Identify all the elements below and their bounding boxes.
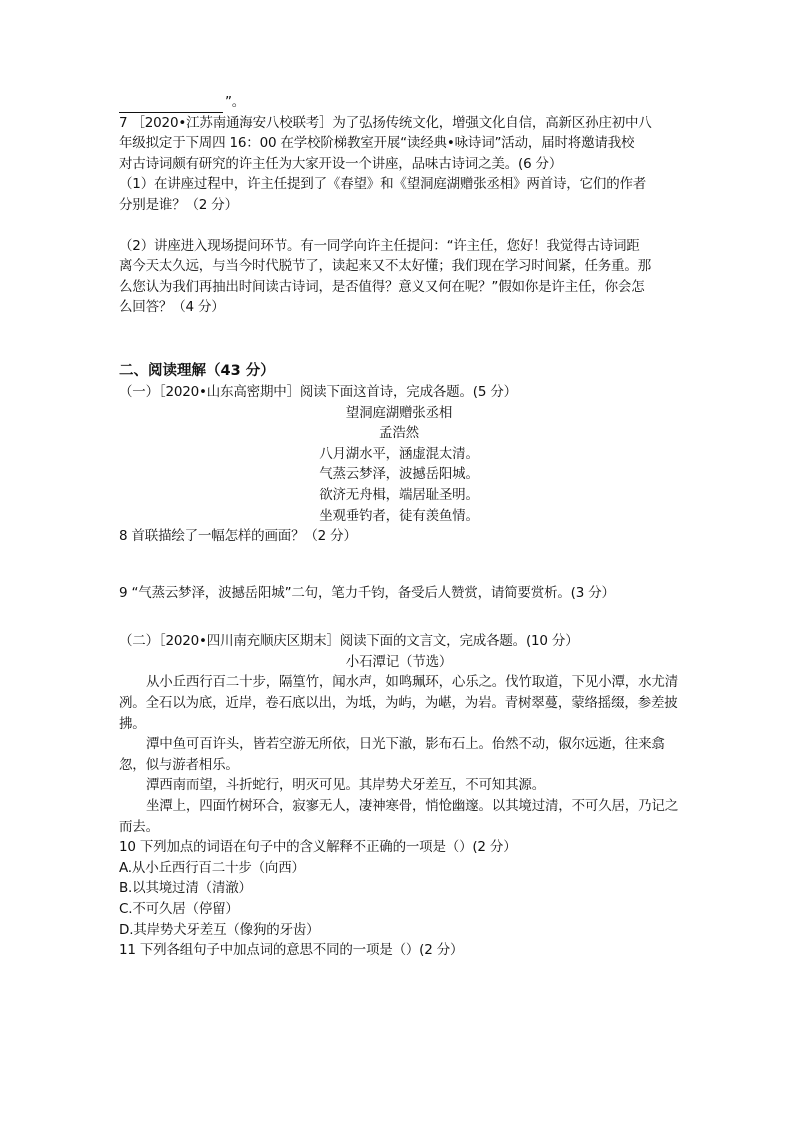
- q10-option-c[interactable]: C.不可久居（停留）: [119, 901, 239, 917]
- q10-option-b[interactable]: B.以其境过清（清澈）: [119, 880, 252, 897]
- q7-line-2: 年级拟定于下周四 16：00 在学校阶梯教室开展“读经典•咏诗词”活动，届时将邀请我校: [119, 135, 635, 152]
- q7-line-1: 7 ［2020•江苏南通海安八校联考］为了弘扬传统文化，增强文化自信，高新区孙庄初中八: [119, 114, 652, 131]
- answer-space[interactable]: [119, 603, 679, 631]
- q6-answer-line: [119, 92, 679, 113]
- q7-sub2-line-4: 么回答？（4 分）: [119, 299, 225, 316]
- q10-option-a[interactable]: A.从小丘西行百二十步（向西）: [119, 859, 305, 876]
- answer-space[interactable]: [119, 547, 679, 583]
- answer-blank[interactable]: [119, 98, 223, 113]
- q8-text: 8 首联描绘了一幅怎样的画面？（2 分）: [119, 528, 357, 545]
- passage-paragraph: 从小丘西行百二十步，隔篁竹，闻水声，如鸣珮环，心乐之。伐竹取道，下见小潭，水尤清冽。全石以为底，近岸，卷石底以出，为坻，为屿，为嵁，为岩。青树翠蔓，蒙络摇缀，参差披拂。: [119, 674, 678, 732]
- poem-title: 望洞庭湖赠张丞相: [345, 404, 453, 421]
- part2-intro: （二）［2020•四川南充顺庆区期末］阅读下面的文言文，完成各题。(10 分）: [119, 633, 579, 650]
- q11-text: 11 下列各组句子中加点词的意思不同的一项是（）(2 分）: [119, 942, 464, 959]
- q6-tail: ”。: [225, 94, 246, 110]
- poem-line: 坐观垂钓者，徒有羡鱼情。: [319, 507, 479, 524]
- section-heading: 二、阅读理解（43 分）: [119, 362, 275, 379]
- q7-sub2-line-3: 么您认为我们再抽出时间读古诗词，是否值得？意义又何在呢？”假如你是许主任，你会怎: [119, 278, 645, 295]
- q10-option-d[interactable]: D.其岸势犬牙差互（像狗的牙齿）: [119, 921, 320, 938]
- poem-line: 气蒸云梦泽，波撼岳阳城。: [319, 466, 479, 483]
- q7-line-3: 对古诗词颇有研究的许主任为大家开设一个讲座，品味古诗词之美。(6 分）: [119, 155, 563, 172]
- answer-space[interactable]: [119, 318, 679, 360]
- q7-sub2-line-2: 离今天太久远，与当今时代脱节了，读起来又不太好懂；我们现在学习时间紧，任务重。那: [119, 258, 651, 275]
- answer-space[interactable]: [119, 216, 679, 236]
- worksheet-page: [119, 92, 679, 961]
- q9-text: 9 “气蒸云梦泽，波撼岳阳城”二句，笔力千钧，备受后人赞赏，请简要赏析。(3 分）: [119, 584, 615, 601]
- part1-intro: （一）［2020•山东高密期中］阅读下面这首诗，完成各题。(5 分）: [119, 383, 517, 400]
- q7-sub2-line-1: （2）讲座进入现场提问环节。有一同学向许主任提问：“许主任，您好！我觉得古诗词距: [119, 237, 640, 254]
- passage-paragraph: 潭西南而望，斗折蛇行，明灭可见。其岸势犬牙差互，不可知其源。: [146, 777, 545, 794]
- passage-paragraph: 坐潭上，四面竹树环合，寂寥无人，凄神寒骨，悄怆幽邃。以其境过清，不可久居，乃记之而去。: [119, 798, 678, 835]
- q10-text: 10 下列加点的词语在句子中的含义解释不正确的一项是（）(2 分）: [119, 839, 517, 856]
- poem-line: 八月湖水平，涵虚混太清。: [319, 445, 479, 462]
- q7-sub1-line-1: （1）在讲座过程中，许主任提到了《春望》和《望洞庭湖赠张丞相》两首诗，它们的作者: [119, 176, 647, 193]
- q7-sub1-line-2: 分别是谁？（2 分）: [119, 196, 238, 213]
- poem-author: 孟浩然: [379, 425, 419, 442]
- poem-line: 欲济无舟楫，端居耻圣明。: [319, 486, 479, 503]
- passage-paragraph: 潭中鱼可百许头，皆若空游无所依，日光下澈，影布石上。佁然不动，俶尔远逝，往来翕忽，似与游者相乐。: [119, 736, 665, 773]
- passage-title: 小石潭记（节选）: [345, 653, 453, 670]
